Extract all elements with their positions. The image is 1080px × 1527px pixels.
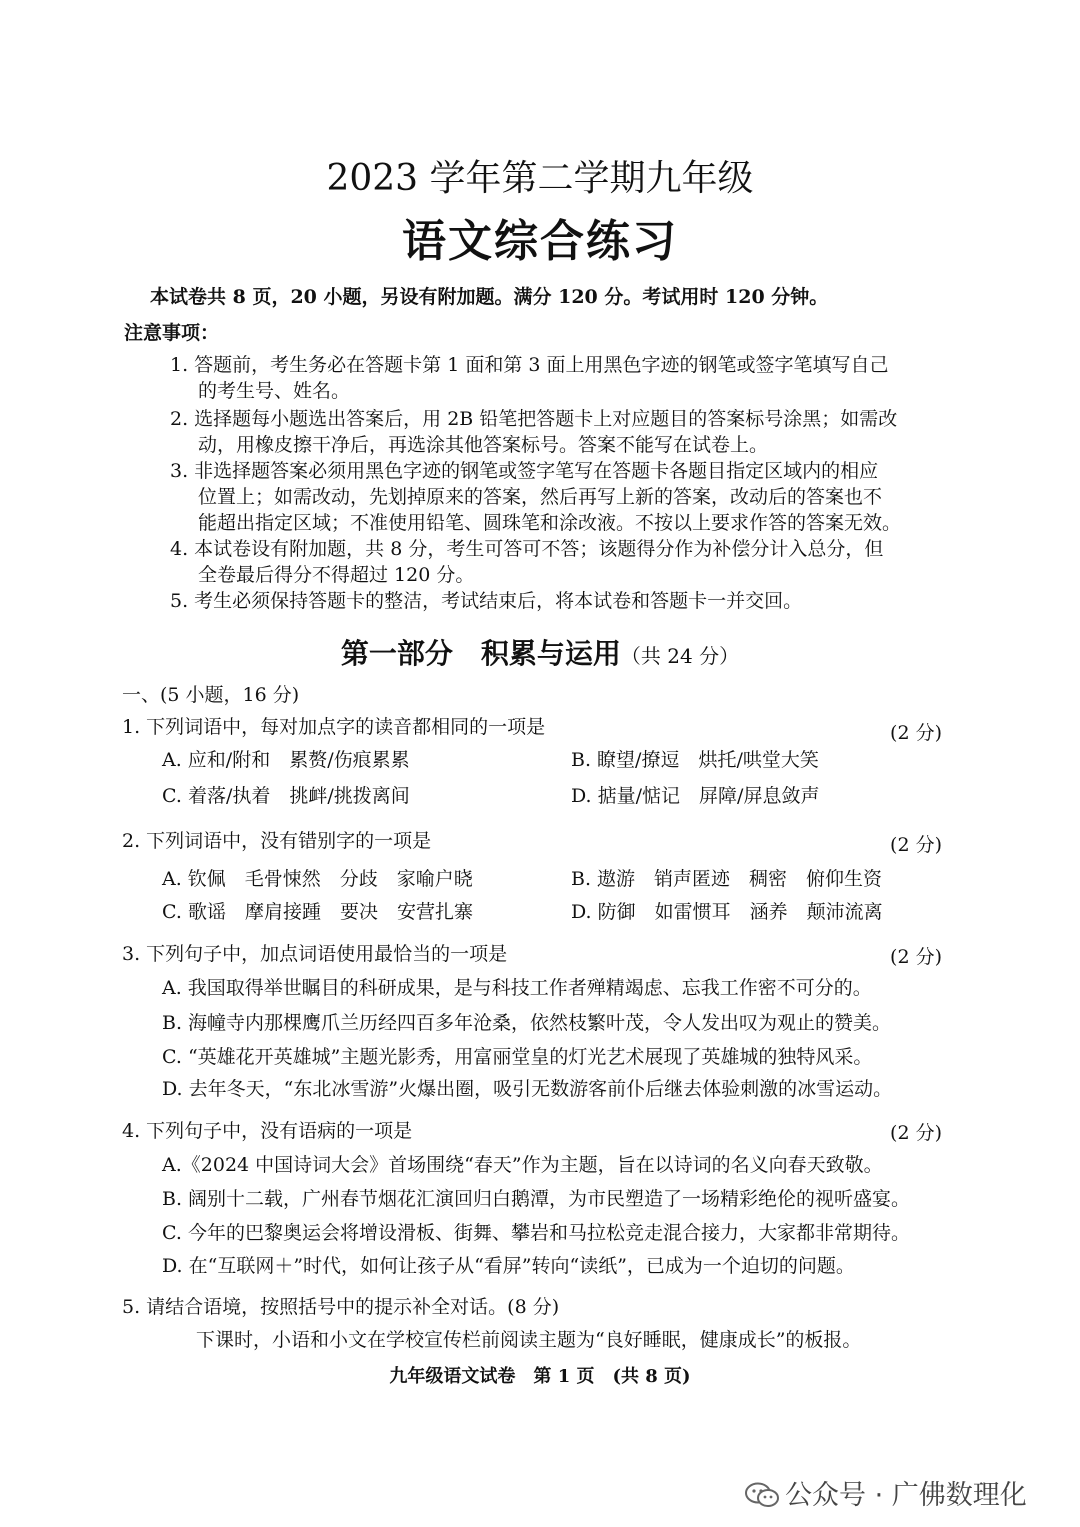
question-1-option-a: A. 应和/附和 累赘/伤痕累累 <box>162 749 410 771</box>
question-4-stem: 4. 下列句子中，没有语病的一项是 <box>122 1120 413 1142</box>
question-3-points: (2 分) <box>890 946 942 968</box>
notice-line: 的考生号、姓名。 <box>198 380 351 402</box>
question-2-option-d: D. 防御 如雷惯耳 涵养 颠沛流离 <box>571 901 883 923</box>
part-title-main: 第一部分 积累与运用 <box>340 637 621 670</box>
question-2-option-b: B. 遨游 销声匿迹 稠密 俯仰生资 <box>571 868 883 890</box>
question-5-stem: 5. 请结合语境，按照括号中的提示补全对话。(8 分) <box>122 1296 560 1318</box>
page-footer: 九年级语文试卷 第 1 页 (共 8 页) <box>389 1366 691 1387</box>
question-3-option-d: D. 去年冬天，“东北冰雪游”火爆出圈，吸引无数游客前仆后继去体验刺激的冰雪运动。 <box>162 1078 893 1100</box>
question-2-option-a: A. 钦佩 毛骨悚然 分歧 家喻户晓 <box>162 868 473 890</box>
notice-line: 能超出指定区域；不准使用铅笔、圆珠笔和涂改液。不按以上要求作答的答案无效。 <box>198 512 902 534</box>
notice-line: 动，用橡皮擦干净后，再选涂其他答案标号。答案不能写在试卷上。 <box>198 434 769 456</box>
question-3-option-c: C. “英雄花开英雄城”主题光影秀，用富丽堂皇的灯光艺术展现了英雄城的独特风采。 <box>162 1046 873 1068</box>
question-3-option-b: B. 海幢寺内那棵鹰爪兰历经四百多年沧桑，依然枝繁叶茂，令人发出叹为观止的赞美。 <box>162 1012 892 1034</box>
exam-intro: 本试卷共 8 页，20 小题，另设有附加题。满分 120 分。考试用时 120 分钟。 <box>150 286 829 308</box>
question-1-points: (2 分) <box>890 722 942 744</box>
question-5-context: 下课时，小语和小文在学校宣传栏前阅读主题为“良好睡眠，健康成长”的板报。 <box>196 1329 862 1351</box>
part-title <box>0 632 1080 672</box>
question-4-option-a: A.《2024 中国诗词大会》首场围绕“春天”作为主题，旨在以诗词的名义向春天致敬。 <box>162 1154 883 1176</box>
notice-line: 4. 本试卷设有附加题，共 8 分，考生可答可不答；该题得分作为补偿分计入总分，但 <box>170 538 884 560</box>
question-3-stem: 3. 下列句子中，加点词语使用最恰当的一项是 <box>122 943 508 965</box>
wechat-icon <box>745 1482 779 1508</box>
watermark-text: 公众号 · 广佛数理化 <box>785 1480 1027 1511</box>
question-2-stem: 2. 下列词语中，没有错别字的一项是 <box>122 830 432 852</box>
question-4-points: (2 分) <box>890 1122 942 1144</box>
exam-title-line1: 2023 学年第二学期九年级 <box>326 158 754 199</box>
question-2-points: (2 分) <box>890 834 942 856</box>
watermark <box>745 1473 1027 1512</box>
exam-title-line2: 语文综合练习 <box>402 216 678 267</box>
question-3-option-a: A. 我国取得举世瞩目的科研成果，是与科技工作者殚精竭虑、忘我工作密不可分的。 <box>162 977 872 999</box>
notice-line: 2. 选择题每小题选出答案后，用 2B 铅笔把答题卡上对应题目的答案标号涂黑；如需改 <box>170 408 898 430</box>
question-4-option-c: C. 今年的巴黎奥运会将增设滑板、街舞、攀岩和马拉松竞走混合接力，大家都非常期待。 <box>162 1222 910 1244</box>
question-1-option-c: C. 着落/执着 挑衅/挑拨离间 <box>162 785 410 807</box>
question-1-option-d: D. 掂量/惦记 屏障/屏息敛声 <box>571 785 820 807</box>
question-2-option-c: C. 歌谣 摩肩接踵 要决 安营扎寨 <box>162 901 473 923</box>
notice-line: 全卷最后得分不得超过 120 分。 <box>198 564 475 586</box>
notice-line: 1. 答题前，考生务必在答题卡第 1 面和第 3 面上用黑色字迹的钢笔或签字笔填写自己 <box>170 354 889 376</box>
part-title-sub: （共 24 分） <box>620 644 740 668</box>
question-1-stem: 1. 下列词语中，每对加点字的读音都相同的一项是 <box>122 716 546 738</box>
question-1-option-b: B. 瞭望/撩逗 烘托/哄堂大笑 <box>571 749 819 771</box>
question-4-option-d: D. 在“互联网＋”时代，如何让孩子从“看屏”转向“读纸”，已成为一个迫切的问题。 <box>162 1255 855 1277</box>
notice-heading: 注意事项： <box>124 322 220 344</box>
question-4-option-b: B. 阔别十二载，广州春节烟花汇演回归白鹅潭，为市民塑造了一场精彩绝伦的视听盛宴。 <box>162 1188 911 1210</box>
notice-line: 位置上；如需改动，先划掉原来的答案，然后再写上新的答案，改动后的答案也不 <box>198 486 883 508</box>
section-heading: 一、(5 小题，16 分) <box>122 684 300 706</box>
notice-line: 5. 考生必须保持答题卡的整洁，考试结束后，将本试卷和答题卡一并交回。 <box>170 590 803 612</box>
notice-line: 3. 非选择题答案必须用黑色字迹的钢笔或签字笔写在答题卡各题目指定区域内的相应 <box>170 460 879 482</box>
